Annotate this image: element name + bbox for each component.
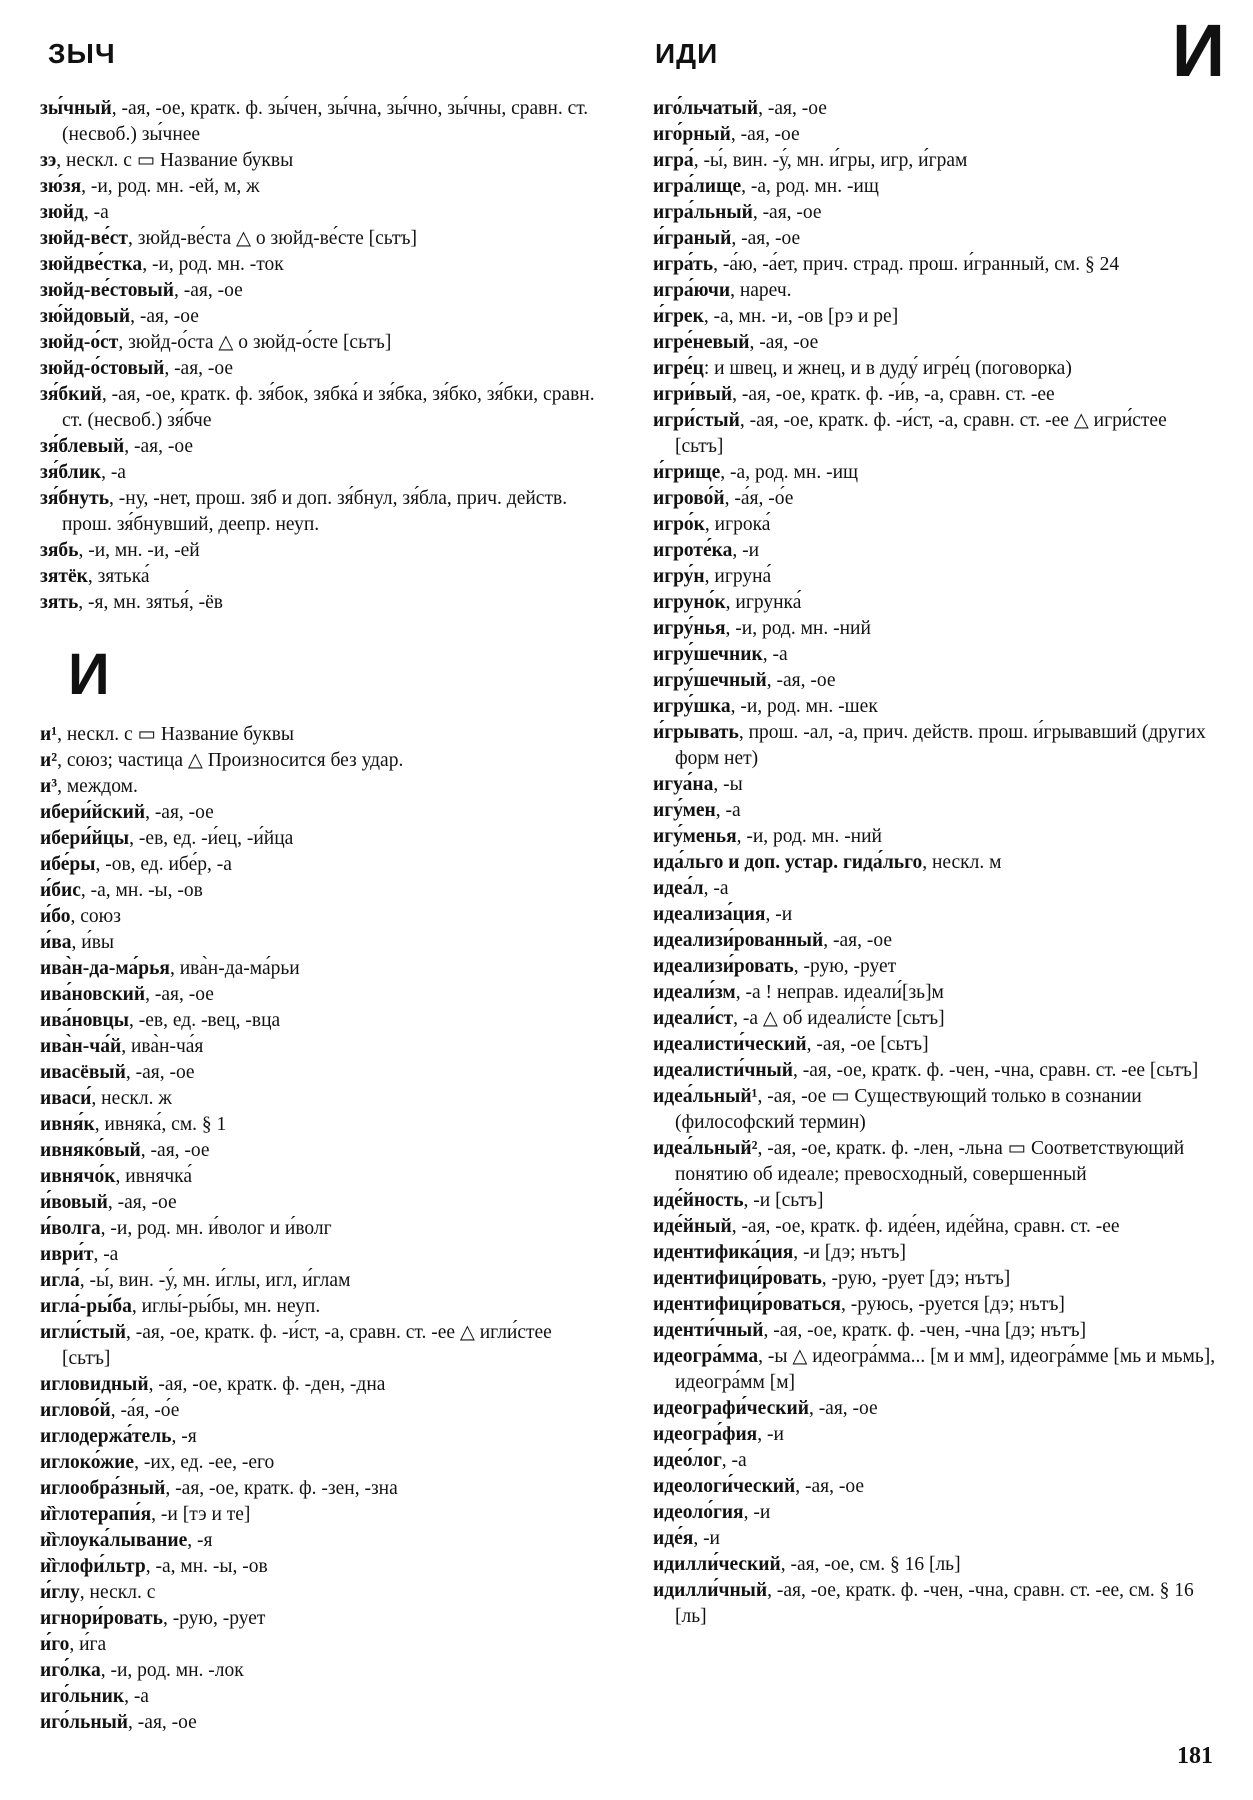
dictionary-entry: ива̀н-ча́й, ива̀н-ча́я [40, 1036, 204, 1057]
dictionary-entry: ибе́ры, -ов, ед. ибе́р, -а [40, 854, 232, 875]
dictionary-entry: зы́чный, -ая, -ое, кратк. ф. зы́чен, зы́чна, зы́чно, зы́чны, сравн. ст. (несвоб.) зы́чнее [40, 98, 589, 145]
dictionary-entry: зю́зя, -и, род. мн. -ей, м, ж [40, 176, 260, 197]
dictionary-entry: игруно́к, игрунка́ [653, 592, 802, 613]
dictionary-entry: иглообра́зный, -ая, -ое, кратк. ф. -зен, -зна [40, 1478, 398, 1499]
dictionary-entry: игра́, -ы́, вин. -у́, мн. и́гры, игр, и́грам [653, 150, 968, 171]
dictionary-entry: ива̀н-да-ма́рья, ива̀н-да-ма́рьи [40, 958, 300, 979]
dictionary-entry: ивня́к, ивняка́, см. § 1 [40, 1114, 227, 1135]
dictionary-entry: игнори́ровать, -рую, -рует [40, 1608, 266, 1629]
dictionary-entry: игуа́на, -ы [653, 774, 743, 795]
dictionary-entry: идилли́ческий, -ая, -ое, см. § 16 [ль] [653, 1554, 961, 1575]
dictionary-entry: игла́-ры́ба, иглы́-ры́бы, мн. неуп. [40, 1296, 321, 1317]
dictionary-entry: ивасёвый, -ая, -ое [40, 1062, 195, 1083]
dictionary-entry: иго́лка, -и, род. мн. -лок [40, 1660, 244, 1681]
dictionary-entry: зя́бкий, -ая, -ое, кратк. ф. зя́бок, зябка́ и зя́бка, зя́бко, зя́бки, сравн. ст. (несвоб.) зя́бче [40, 384, 595, 431]
dictionary-entry: и̏глотерапи́я, -и [тэ и те] [40, 1504, 251, 1525]
dictionary-entry: иго́льчатый, -ая, -ое [653, 98, 827, 119]
dictionary-entry: идеали́зм, -а ! неправ. идеали́[зь]м [653, 982, 944, 1003]
dictionary-entry: иденти́чный, -ая, -ое, кратк. ф. -чен, -чна [дэ; нътъ] [653, 1320, 1087, 1341]
dictionary-entry: зю́йдовый, -ая, -ое [40, 306, 199, 327]
dictionary-entry: идеалисти́ческий, -ая, -ое [сьтъ] [653, 1034, 929, 1055]
dictionary-entry: иваси́, нескл. ж [40, 1088, 172, 1109]
right-entries [653, 96, 1218, 1630]
dictionary-entry: игру́нья, -и, род. мн. -ний [653, 618, 871, 639]
dictionary-entry: зюйдве́стка, -и, род. мн. -ток [40, 254, 284, 275]
right-running-head: ИДИ [655, 38, 719, 69]
dictionary-entry: и́волга, -и, род. мн. и́волог и и́волг [40, 1218, 332, 1239]
dictionary-entry: идеа́льный¹, -ая, -ое ▭ Существующий только в сознании (философский термин) [653, 1086, 1142, 1133]
dictionary-entry: и́граный, -ая, -ое [653, 228, 801, 249]
dictionary-entry: зюйд-ве́ст, зюйд-ве́ста △ о зюйд-ве́сте [сьтъ] [40, 228, 418, 249]
dictionary-entry: иглодержа́тель, -я [40, 1426, 197, 1447]
dictionary-entry: идеогра́фия, -и [653, 1424, 784, 1445]
dictionary-entry: идеали́ст, -а △ об идеали́сте [сьтъ] [653, 1008, 945, 1029]
dictionary-entry: иври́т, -а [40, 1244, 119, 1265]
dictionary-entry: идеа́льный², -ая, -ое, кратк. ф. -лен, -льна ▭ Соответствующий понятию об идеале; превосходный, совершенный [653, 1138, 1185, 1185]
dictionary-entry: идео́лог, -а [653, 1450, 747, 1471]
dictionary-entry: и́ва, и́вы [40, 932, 115, 953]
dictionary-entry: ивнячо́к, ивнячка́ [40, 1166, 192, 1187]
dictionary-entry: игу́мен, -а [653, 800, 741, 821]
right-column [653, 96, 1218, 1630]
dictionary-entry: ива́новский, -ая, -ое [40, 984, 214, 1005]
dictionary-entry: идентифици́ровать, -рую, -рует [дэ; нътъ] [653, 1268, 1011, 1289]
section-thumb-letter: И [1171, 9, 1225, 92]
dictionary-entry: зюйд-о́ст, зюйд-о́ста △ о зюйд-о́сте [сьтъ] [40, 332, 392, 353]
dictionary-entry: и́грек, -а, мн. -и, -ов [рэ и ре] [653, 306, 899, 327]
dictionary-entry: идеализи́ровать, -рую, -рует [653, 956, 897, 977]
left-entries-before [40, 96, 605, 616]
dictionary-entry: игу́менья, -и, род. мн. -ний [653, 826, 882, 847]
dictionary-entry: игроте́ка, -и [653, 540, 760, 561]
dictionary-entry: и³, междом. [40, 776, 138, 797]
dictionary-entry: игра́ючи, нареч. [653, 280, 792, 301]
dictionary-entry: идентифика́ция, -и [дэ; нътъ] [653, 1242, 906, 1263]
dictionary-entry: ибери́йцы, -ев, ед. -и́ец, -и́йца [40, 828, 294, 849]
dictionary-entry: ивняко́вый, -ая, -ое [40, 1140, 210, 1161]
dictionary-entry: и́бо, союз [40, 906, 121, 927]
dictionary-entry: и², союз; частица △ Произносится без удар. [40, 750, 404, 771]
dictionary-entry: идеогра́мма, -ы △ идеогра́мма... [м и мм], идеогра́мме [мь и мьмь], идеогра́мм [м] [653, 1346, 1216, 1393]
dictionary-entry: игро́к, игрока́ [653, 514, 771, 535]
dictionary-entry: и¹, нескл. с ▭ Название буквы [40, 724, 295, 745]
dictionary-entry: ива́новцы, -ев, ед. -вец, -вца [40, 1010, 281, 1031]
dictionary-entry: и̏глофи́льтр, -а, мн. -ы, -ов [40, 1556, 268, 1577]
dictionary-entry: ибери́йский, -ая, -ое [40, 802, 214, 823]
dictionary-entry: и́глу, нескл. с [40, 1582, 156, 1603]
dictionary-entry: игре́невый, -ая, -ое [653, 332, 819, 353]
dictionary-entry: игли́стый, -ая, -ое, кратк. ф. -и́ст, -а, сравн. ст. -ее △ игли́стее [сьтъ] [40, 1322, 552, 1369]
dictionary-entry: идеа́л, -а [653, 878, 729, 899]
dictionary-entry: зя́блик, -а [40, 462, 126, 483]
dictionary-entry: игру́шечник, -а [653, 644, 788, 665]
dictionary-entry: иго́льный, -ая, -ое [40, 1712, 197, 1733]
dictionary-entry: зятёк, зятька́ [40, 566, 150, 587]
dictionary-entry: зя́блевый, -ая, -ое [40, 436, 194, 457]
dictionary-entry: и́вовый, -ая, -ое [40, 1192, 177, 1213]
dictionary-entry: и́грывать, прош. -ал, -а, прич. действ. прош. и́грывавший (других форм нет) [653, 722, 1206, 769]
dictionary-entry: зэ, нескл. с ▭ Название буквы [40, 150, 294, 171]
dictionary-entry: и̏глоука́лывание, -я [40, 1530, 213, 1551]
dictionary-entry: и́бис, -а, мн. -ы, -ов [40, 880, 203, 901]
dictionary-entry: идеографи́ческий, -ая, -ое [653, 1398, 878, 1419]
dictionary-entry: игра́лище, -а, род. мн. -ищ [653, 176, 879, 197]
dictionary-entry: ида́льго и доп. устар. гида́льго, нескл. м [653, 852, 1002, 873]
dictionary-entry: игру́н, игруна́ [653, 566, 772, 587]
dictionary-entry: иглово́й, -а́я, -о́е [40, 1400, 180, 1421]
dictionary-entry: игла́, -ы́, вин. -у́, мн. и́глы, игл, и́глам [40, 1270, 351, 1291]
dictionary-entry: игру́шка, -и, род. мн. -шек [653, 696, 878, 717]
dictionary-entry: идеалисти́чный, -ая, -ое, кратк. ф. -чен, -чна, сравн. ст. -ее [сьтъ] [653, 1060, 1199, 1081]
dictionary-entry: игри́стый, -ая, -ое, кратк. ф. -и́ст, -а, сравн. ст. -ее △ игри́стее [сьтъ] [653, 410, 1167, 457]
dictionary-entry: иго́льник, -а [40, 1686, 149, 1707]
dictionary-entry: игловидный, -ая, -ое, кратк. ф. -ден, -дна [40, 1374, 386, 1395]
dictionary-entry: зюйд-о́стовый, -ая, -ое [40, 358, 234, 379]
left-running-head: ЗЫЧ [48, 38, 116, 69]
dictionary-entry: игрово́й, -а́я, -о́е [653, 488, 794, 509]
dictionary-entry: зюйд, -а [40, 202, 109, 223]
dictionary-entry: идеализа́ция, -и [653, 904, 793, 925]
dictionary-entry: игру́шечный, -ая, -ое [653, 670, 836, 691]
dictionary-entry: иде́йность, -и [сьтъ] [653, 1190, 824, 1211]
dictionary-entry: идилли́чный, -ая, -ое, кратк. ф. -чен, -чна, сравн. ст. -ее, см. § 16 [ль] [653, 1580, 1194, 1627]
left-column [40, 96, 605, 1736]
dictionary-entry: игре́ц: и швец, и жнец, и в дуду́ игре́ц (поговорка) [653, 358, 1072, 379]
dictionary-entry: зять, -я, мн. зятья́, -ёв [40, 592, 223, 613]
dictionary-entry: идеологи́ческий, -ая, -ое [653, 1476, 865, 1497]
page-number: 181 [1177, 1743, 1213, 1769]
dictionary-entry: и́грище, -а, род. мн. -ищ [653, 462, 859, 483]
dictionary-entry: и́го, и́га [40, 1634, 107, 1655]
dictionary-entry: идеализи́рованный, -ая, -ое [653, 930, 893, 951]
dictionary-entry: игра́ть, -а́ю, -а́ет, прич. страд. прош. и́гранный, см. § 24 [653, 254, 1120, 275]
dictionary-entry: иго́рный, -ая, -ое [653, 124, 800, 145]
section-letter: И [68, 642, 110, 707]
dictionary-entry: иглоко́жие, -их, ед. -ее, -его [40, 1452, 275, 1473]
dictionary-entry: идентифици́роваться, -руюсь, -руется [дэ; нътъ] [653, 1294, 1065, 1315]
dictionary-entry: зюйд-ве́стовый, -ая, -ое [40, 280, 243, 301]
dictionary-entry: идеоло́гия, -и [653, 1502, 771, 1523]
dictionary-entry: игра́льный, -ая, -ое [653, 202, 822, 223]
dictionary-entry: зябь, -и, мн. -и, -ей [40, 540, 200, 561]
left-entries-after [40, 722, 605, 1736]
dictionary-entry: иде́йный, -ая, -ое, кратк. ф. иде́ен, иде́йна, сравн. ст. -ее [653, 1216, 1120, 1237]
dictionary-entry: иде́я, -и [653, 1528, 720, 1549]
dictionary-entry: игри́вый, -ая, -ое, кратк. ф. -и́в, -а, сравн. ст. -ее [653, 384, 1055, 405]
dictionary-entry: зя́бнуть, -ну, -нет, прош. зяб и доп. зя́бнул, зя́бла, прич. действ. прош. зя́бнувший, деепр. неуп. [40, 488, 568, 535]
